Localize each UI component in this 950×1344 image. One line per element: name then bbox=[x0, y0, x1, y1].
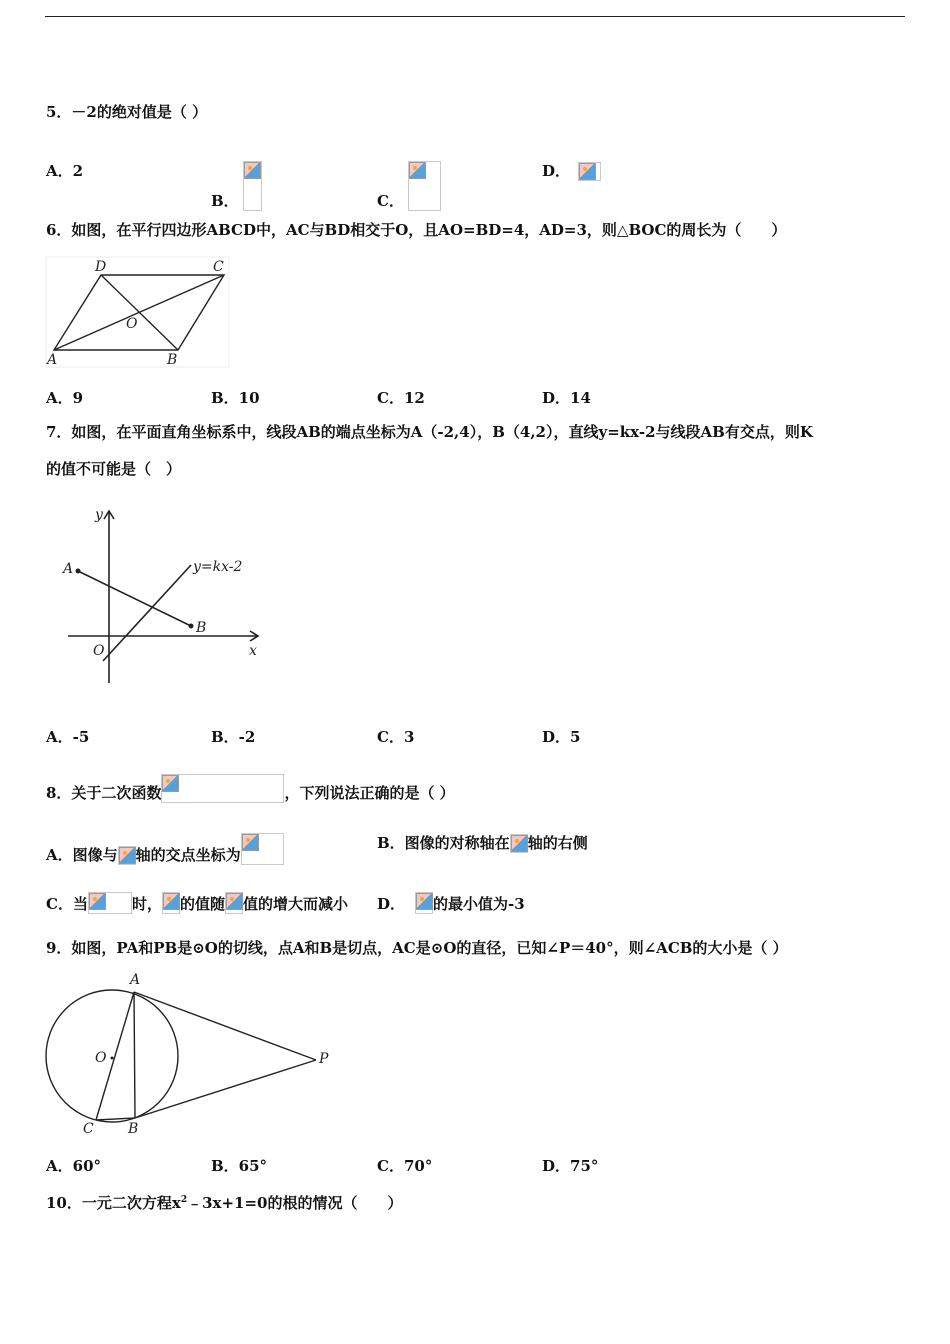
q7-option-a: A．-5 bbox=[46, 728, 90, 746]
q10-superscript: 2 bbox=[180, 1195, 188, 1205]
q9-option-c: C．70° bbox=[377, 1157, 433, 1175]
q7-stem-line1: 7．如图，在平面直角坐标系中，线段AB的端点坐标为A（-2,4），B（4,2），直线y=kx-2与线段AB有交点，则K bbox=[46, 423, 813, 441]
broken-image-icon bbox=[88, 892, 132, 914]
label-b: B bbox=[167, 352, 178, 368]
q8-option-d-post: 的最小值为-3 bbox=[433, 895, 525, 913]
label-b: B bbox=[196, 620, 207, 636]
q7-option-d: D．5 bbox=[542, 728, 581, 746]
label-p: P bbox=[319, 1051, 329, 1067]
label-a: A bbox=[47, 352, 58, 368]
q5-option-c bbox=[377, 161, 441, 211]
broken-image-icon bbox=[162, 892, 180, 914]
broken-image-icon bbox=[408, 161, 441, 211]
q8-stem-pre: 8．关于二次函数 bbox=[46, 784, 162, 802]
q6-option-a: A．9 bbox=[46, 389, 84, 407]
coordinate-figure bbox=[60, 503, 270, 688]
q8-stem-post: ，下列说法正确的是（ ） bbox=[284, 784, 455, 802]
q9-option-b: B．65° bbox=[211, 1157, 268, 1175]
label-x: x bbox=[249, 643, 257, 659]
q9-option-a: A．60° bbox=[46, 1157, 102, 1175]
label-b: B bbox=[128, 1121, 139, 1137]
q8-option-a bbox=[46, 833, 284, 865]
parallelogram-figure bbox=[44, 255, 234, 370]
broken-image-icon bbox=[578, 162, 601, 181]
broken-image-icon bbox=[118, 846, 136, 865]
broken-image-icon bbox=[243, 161, 262, 211]
label-line: y=kx-2 bbox=[193, 559, 243, 575]
q10-stem-post: ﹣3x+1=0的根的情况（ ） bbox=[187, 1194, 403, 1212]
q8-option-b-pre: B．图像的对称轴在 bbox=[377, 834, 510, 852]
q6-stem: 6．如图，在平行四边形ABCD中，AC与BD相交于O，且AO=BD=4，AD=3，则△BOC的周长为（ ） bbox=[46, 221, 787, 239]
q8-stem bbox=[46, 774, 455, 803]
q8-option-b bbox=[377, 833, 588, 853]
q5-option-c-label: C． bbox=[377, 192, 404, 210]
q8-option-a-mid: 轴的交点坐标为 bbox=[135, 846, 241, 864]
q8-option-c-mid2: 的值随 bbox=[179, 895, 225, 913]
label-y: y bbox=[95, 507, 103, 523]
q5-option-a: A．2 bbox=[46, 162, 84, 180]
q7-option-c: C．3 bbox=[377, 728, 415, 746]
q8-option-c bbox=[46, 892, 348, 914]
q8-option-c-pre: C．当 bbox=[46, 895, 88, 913]
q6-option-d: D．14 bbox=[542, 389, 591, 407]
broken-image-icon bbox=[415, 892, 433, 914]
q5-stem: 5．－2的绝对值是（ ） bbox=[46, 103, 208, 121]
q5-option-d-label: D． bbox=[542, 162, 571, 180]
label-o: O bbox=[126, 316, 138, 332]
q9-stem: 9．如图，PA和PB是⊙O的切线，点A和B是切点，AC是⊙O的直径，已知∠P＝40°，则∠ACB的大小是（ ） bbox=[46, 939, 788, 957]
q9-option-d: D．75° bbox=[542, 1157, 599, 1175]
q5-option-b bbox=[211, 161, 262, 211]
q8-option-d-pre: D． bbox=[377, 895, 406, 913]
label-d: D bbox=[95, 259, 107, 275]
label-a: A bbox=[130, 972, 141, 988]
broken-image-icon bbox=[241, 833, 284, 865]
q5-option-b-label: B． bbox=[211, 192, 239, 210]
q8-option-d bbox=[377, 892, 525, 914]
q10-stem-pre: 10．一元二次方程x bbox=[46, 1194, 181, 1212]
label-c: C bbox=[213, 259, 224, 275]
q6-option-b: B．10 bbox=[211, 389, 260, 407]
header-rule bbox=[45, 16, 905, 17]
broken-image-icon bbox=[510, 834, 528, 853]
q7-stem-line2: 的值不可能是（ ） bbox=[46, 460, 182, 478]
q10-stem bbox=[46, 1190, 403, 1213]
q8-option-a-pre: A．图像与 bbox=[46, 846, 118, 864]
q5-option-d bbox=[542, 161, 601, 181]
q8-option-c-post: 值的增大而减小 bbox=[242, 895, 348, 913]
label-c: C bbox=[83, 1121, 94, 1137]
broken-image-icon bbox=[225, 892, 243, 914]
q7-option-b: B．-2 bbox=[211, 728, 256, 746]
label-a: A bbox=[63, 561, 74, 577]
circle-tangent-figure bbox=[40, 968, 340, 1140]
broken-image-icon bbox=[161, 774, 284, 803]
q6-option-c: C．12 bbox=[377, 389, 425, 407]
q8-option-b-post: 轴的右侧 bbox=[527, 834, 588, 852]
label-o: O bbox=[93, 643, 105, 659]
q8-option-c-mid1: 时， bbox=[131, 895, 162, 913]
label-o: O bbox=[95, 1050, 107, 1066]
